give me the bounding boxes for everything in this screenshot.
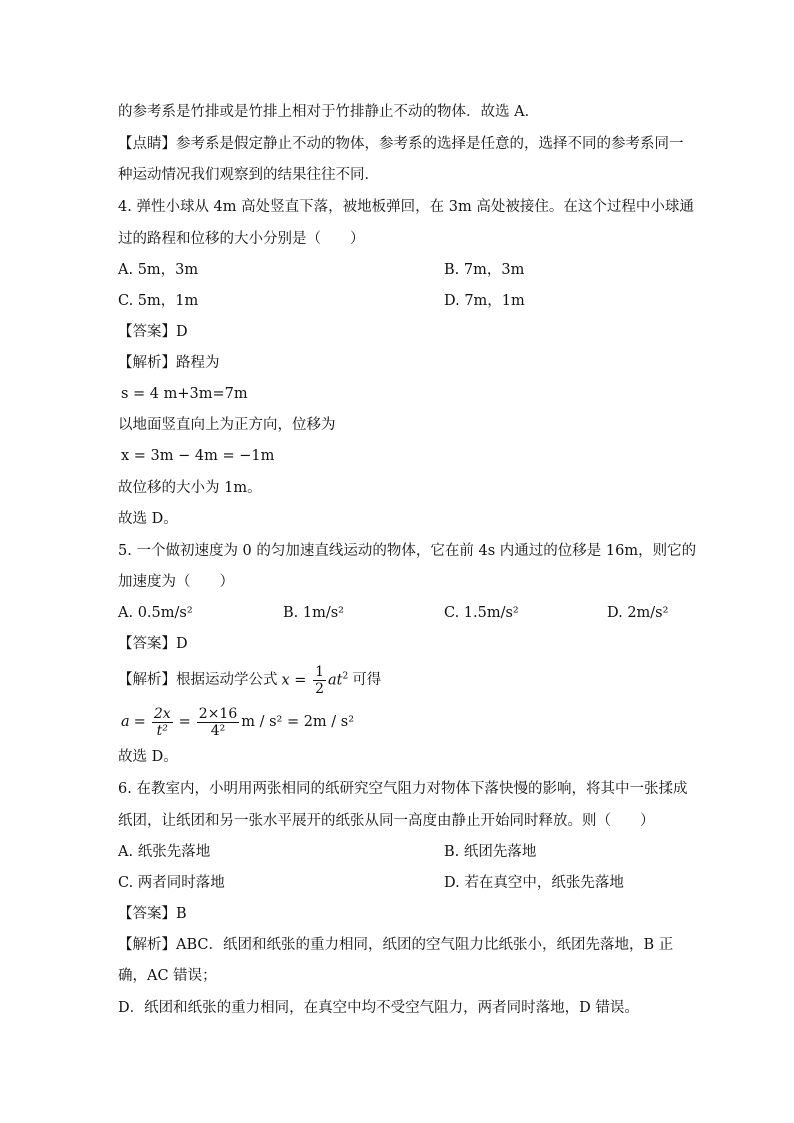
q4-option-d: D. 7m，1m (444, 293, 525, 309)
question-4-line-1: 4. 弹性小球从 4m 高处竖直下落，被地板弹回，在 3m 高处被接住。在这个过程中小球通 (118, 199, 694, 215)
q6-answer: 【答案】B (118, 906, 187, 922)
formula-square: 2 (342, 671, 349, 681)
q5-answer: 【答案】D (118, 636, 188, 652)
q4-equation-2: x = 3m − 4m = −1m (121, 448, 275, 464)
question-6-line-1: 6. 在教室内，小明用两张相同的纸研究空气阻力对物体下落快慢的影响，将其中一张揉成 (118, 781, 688, 797)
q5-option-a: A. 0.5m/s² (118, 605, 193, 621)
formula-at: at (327, 672, 343, 688)
q6-option-c: C. 两者同时落地 (118, 875, 225, 891)
formula-a: a (121, 714, 130, 730)
q6-explanation-1: 【解析】ABC．纸团和纸张的重力相同，纸团的空气阻力比纸张小，纸团先落地，B 正 (118, 937, 674, 953)
eq-sign-1: = (133, 714, 146, 730)
q4-equation-1: s = 4 m+3m=7m (121, 386, 248, 402)
q4-option-c: C. 5m，1m (118, 293, 199, 309)
q5-explanation-3: 故选 D。 (118, 749, 178, 765)
q6-explanation-2: 确，AC 错误； (118, 968, 217, 984)
q5-equation (121, 702, 354, 742)
line-1: 的参考系是竹排或是竹排上相对于竹排静止不动的物体．故选 A． (118, 104, 540, 120)
q6-option-d: D. 若在真空中，纸张先落地 (444, 875, 624, 891)
q5-option-d: D. 2m/s² (607, 605, 669, 621)
dianjing-line-2: 种运动情况我们观察到的结果往往不同． (118, 167, 379, 183)
dianjing-line-1: 【点睛】参考系是假定静止不动的物体，参考系的选择是任意的，选择不同的参考系同一 (118, 136, 684, 152)
q4-option-b: B. 7m，3m (444, 262, 525, 278)
q4-explanation-3: 故位移的大小为 1m。 (118, 480, 262, 496)
q4-explanation-1: 【解析】路程为 (118, 355, 220, 371)
q5-explanation-1 (118, 662, 381, 698)
q6-explanation-3: D．纸团和纸张的重力相同，在真空中均不受空气阻力，两者同时落地，D 错误。 (118, 1000, 639, 1016)
fraction-2x-over-t2: $\frac{2x}{\text{t²}}$ (153, 705, 171, 739)
q5-explanation-prefix: 【解析】根据运动学公式 (118, 672, 278, 688)
q4-explanation-2: 以地面竖直向上为正方向，位移为 (118, 417, 336, 433)
question-5-line-2: 加速度为（ ） (118, 574, 234, 590)
q6-option-b: B. 纸团先落地 (444, 844, 537, 860)
eq-sign-2: = (178, 714, 191, 730)
q5-option-c: C. 1.5m/s² (444, 605, 519, 621)
question-4-line-2: 过的路程和位移的大小分别是（ ） (118, 231, 365, 247)
question-5-line-1: 5. 一个做初速度为 0 的匀加速直线运动的物体，它在前 4s 内通过的位移是 16m，则它的 (118, 543, 697, 559)
kinematics-formula (282, 665, 349, 696)
equation-tail: m / s² = 2m / s² (241, 714, 355, 730)
question-6-line-2: 纸团，让纸团和另一张水平展开的纸张从同一高度由静止开始同时释放。则（ ） (118, 813, 655, 829)
formula-equals: = (294, 672, 307, 688)
formula-half: $\frac{1}{2}$ (315, 663, 324, 697)
q5-explanation-suffix: 可得 (352, 672, 382, 688)
q5-option-b: B. 1m/s² (283, 605, 344, 621)
q6-option-a: A. 纸张先落地 (118, 844, 211, 860)
q4-option-a: A. 5m，3m (118, 262, 199, 278)
formula-x: x (281, 672, 290, 688)
q4-answer: 【答案】D (118, 324, 188, 340)
q4-explanation-4: 故选 D。 (118, 511, 178, 527)
fraction-2x16-over-4sq: $\frac{2\times 16}{\text{4²}}$ (198, 705, 238, 739)
